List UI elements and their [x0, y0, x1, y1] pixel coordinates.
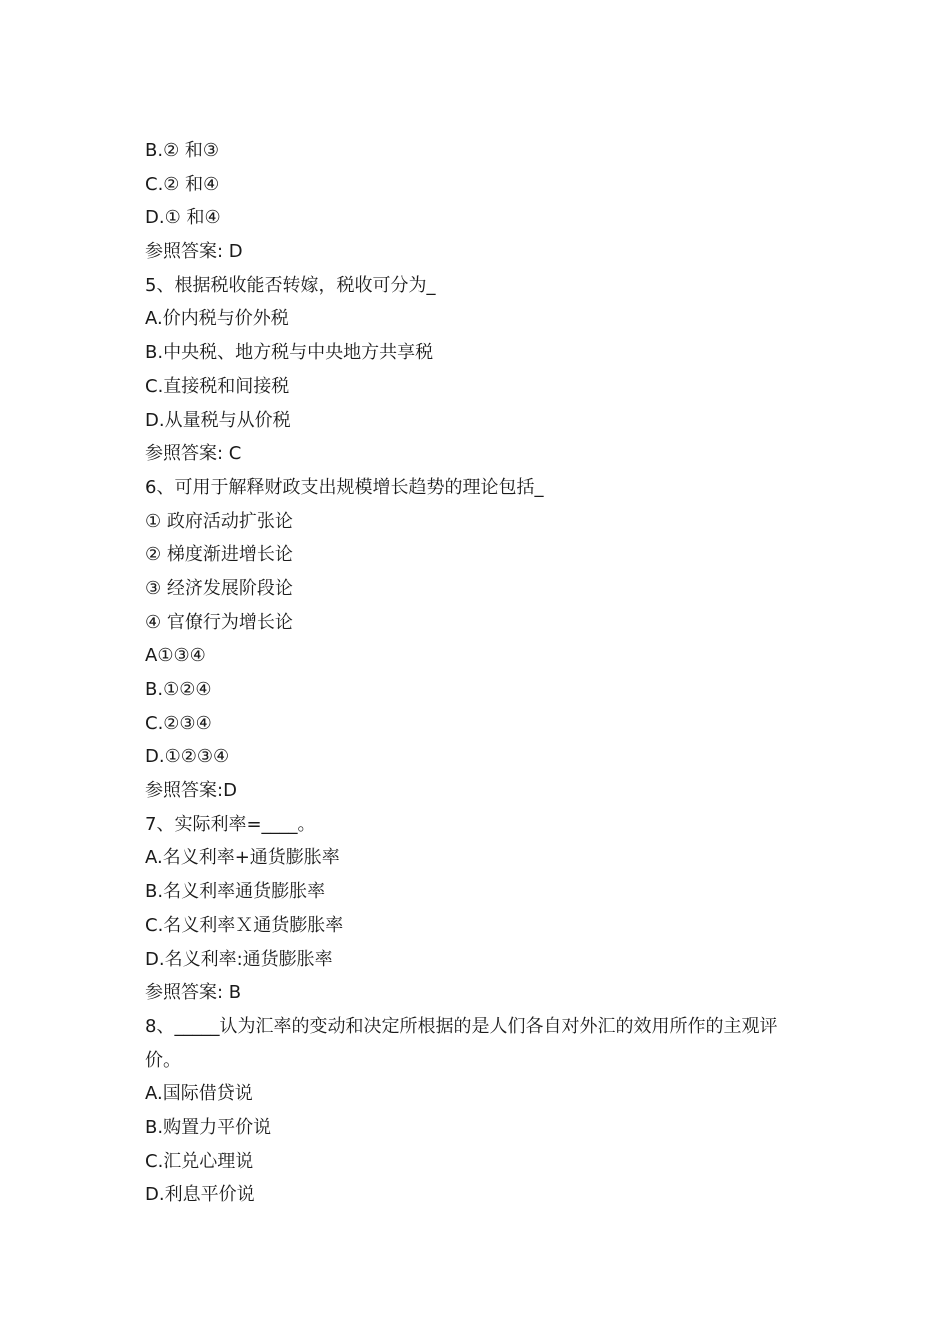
option-line: B.② 和③	[145, 140, 220, 161]
answer-line: 参照答案: D	[145, 241, 243, 263]
answer-line: 参照答案: C	[145, 443, 242, 465]
statement-line: ④ 官僚行为增长论	[145, 611, 293, 633]
option-line: A.国际借贷说	[145, 1083, 253, 1105]
option-line: D.名义利率:通货膨胀率	[145, 948, 333, 970]
option-line: C.②③④	[145, 712, 212, 734]
document-content	[145, 134, 810, 1212]
question-line: 7、实际利率=____。	[145, 813, 316, 835]
option-line: B.①②④	[145, 679, 212, 700]
option-line: C.汇兑心理说	[145, 1150, 254, 1172]
option-line: C.直接税和间接税	[145, 375, 290, 397]
option-line: B.中央税、地方税与中央地方共享税	[145, 342, 434, 364]
question-line: 6、可用于解释财政支出规模增长趋势的理论包括_	[145, 476, 544, 498]
answer-line: 参照答案: B	[145, 982, 242, 1004]
option-line: A①③④	[145, 645, 206, 667]
option-line: D.① 和④	[145, 207, 221, 229]
statement-line: ② 梯度渐进增长论	[145, 544, 293, 566]
question-line: 8、_____认为汇率的变动和决定所根据的是人们各自对外汇的效用所作的主观评价。	[145, 1015, 778, 1071]
answer-line: 参照答案:D	[145, 780, 237, 802]
option-line: C.名义利率Ｘ通货膨胀率	[145, 914, 344, 936]
option-line: D.从量税与从价税	[145, 409, 291, 431]
question-line: 5、根据税收能否转嫁，税收可分为_	[145, 274, 436, 296]
option-line: B.购置力平价说	[145, 1116, 272, 1138]
option-line: A.价内税与价外税	[145, 308, 289, 330]
option-line: D.利息平价说	[145, 1184, 255, 1206]
option-line: D.①②③④	[145, 746, 230, 768]
option-line: B.名义利率通货膨胀率	[145, 881, 326, 903]
statement-line: ① 政府活动扩张论	[145, 510, 293, 532]
option-line: A.名义利率+通货膨胀率	[145, 847, 340, 869]
option-line: C.② 和④	[145, 173, 220, 195]
statement-line: ③ 经济发展阶段论	[145, 577, 293, 599]
